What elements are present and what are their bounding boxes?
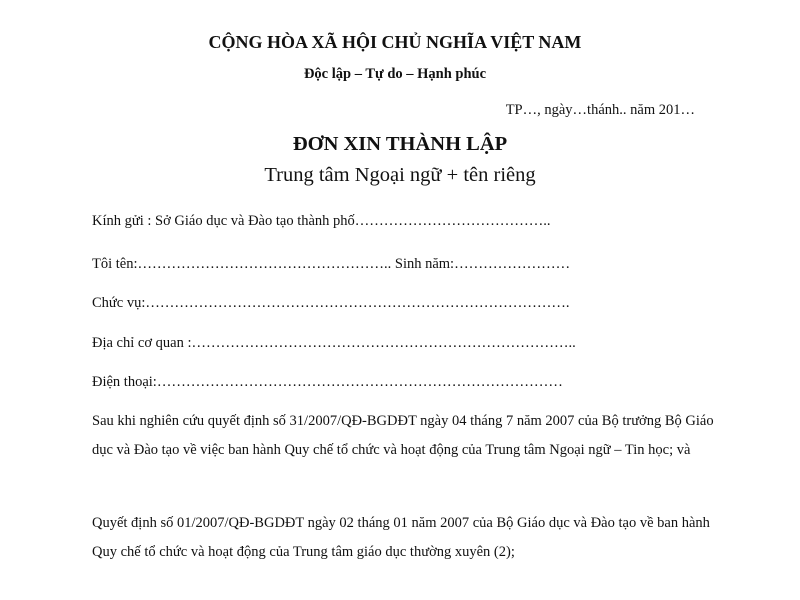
national-header: CỘNG HÒA XÃ HỘI CHỦ NGHĨA VIỆT NAM	[208, 32, 582, 52]
body-paragraph-1: Sau khi nghiên cứu quyết định số 31/2007/QĐ-BGDĐT ngày 04 tháng 7 năm 2007 của Bộ trưởng Bộ Giáo dục và Đào tạo về việc ban hành Quy chế tổ chức và hoạt động của Trung tâm Ngoại ngữ – Tin học; và	[92, 413, 714, 458]
document-title: ĐƠN XIN THÀNH LẬP	[292, 133, 508, 155]
national-motto: Độc lập – Tự do – Hạnh phúc	[303, 66, 487, 82]
name-birthyear-line: Tôi tên:…………………………………………….. Sinh năm:……………………	[92, 256, 571, 272]
document-subtitle: Trung tâm Ngoại ngữ + tên riêng	[264, 164, 536, 186]
body-paragraph-2: Quyết định số 01/2007/QĐ-BGDĐT ngày 02 tháng 01 năm 2007 của Bộ Giáo dục và Đào tạo về ban hành Quy chế tổ chức và hoạt động của Trung tâm giáo dục thường xuyên (2);	[92, 515, 710, 560]
position-line: Chức vụ:…………………………………………………………………………….	[92, 295, 570, 311]
office-address-line: Địa chỉ cơ quan :……………………………………………………………………..	[92, 335, 576, 351]
recipient-line: Kính gửi : Sở Giáo dục và Đào tạo thành phố…………………………………..	[92, 213, 551, 229]
phone-line: Điện thoại:…………………………………………………………………………	[92, 374, 563, 390]
date-line: TP…, ngày…thánh.. năm 201…	[505, 102, 695, 118]
